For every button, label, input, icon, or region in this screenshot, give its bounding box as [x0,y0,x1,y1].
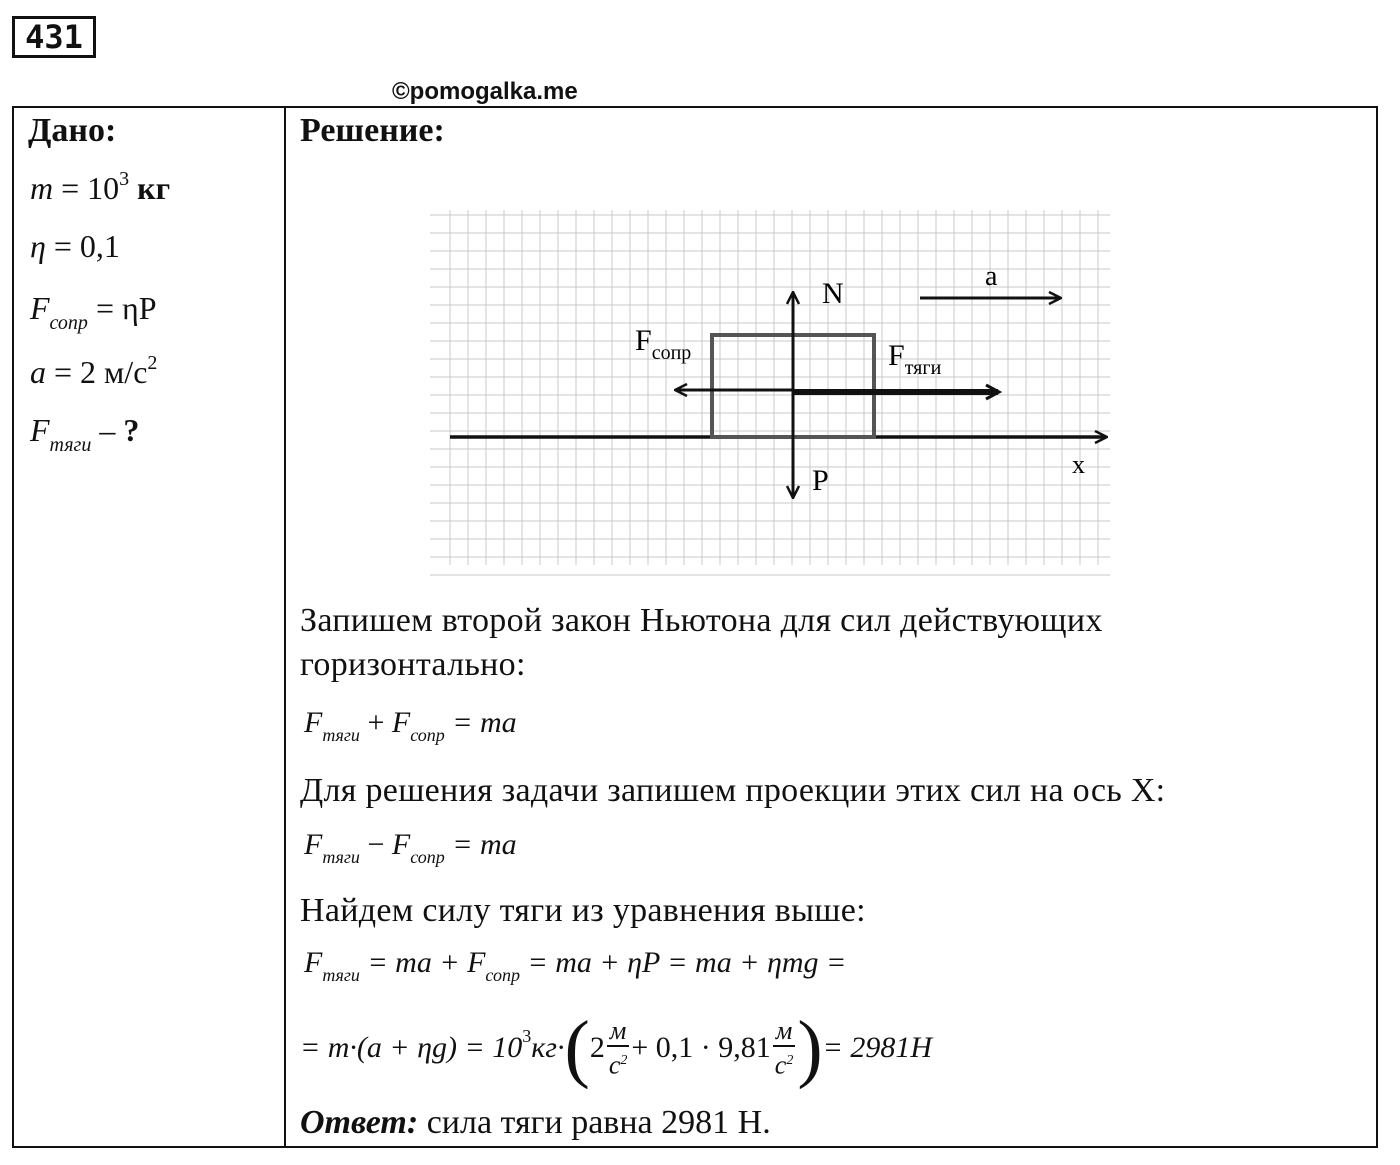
given-line: $F_{тяги}$ – ? [30,412,140,456]
answer [300,1104,771,1142]
fraction-unit-1: $\frac{м}{с^2}$ [608,1015,628,1080]
equation-result: = m·(a + ηg) = 10 3 кг· ( 2 $\frac{м}{с^2}$ + 0,1 · 9,81 $\frac{м}{с^2}$ ) = 2981H [300,1006,933,1090]
diagram-grid [430,210,1110,575]
given-line: $F_{сопр} = \eta P$ [30,290,157,334]
given-heading: Дано: [28,112,117,149]
column-divider [284,106,286,1148]
answer-text: сила тяги равна 2981 Н. [418,1104,771,1141]
label-f-tyagi: $F_{тяги}$ [888,339,942,379]
label-f-sopr: $F_{сопр}$ [635,324,692,364]
given-line: $m = 10^3$ кг [30,168,171,206]
right-paren: ) [797,1006,823,1090]
text-newton-line1: Запишем второй закон Ньютона для сил действующих [300,602,1103,639]
equation-projection: $F_{тяги} - F_{сопр}$ = ma [304,828,517,867]
label-n: N [822,277,844,310]
force-diagram [420,205,1120,590]
problem-number: 431 [12,16,96,58]
given-line: η = 0,1 [30,228,120,264]
label-a: a [985,261,998,292]
text-find-thrust: Найдем силу тяги из уравнения выше: [300,892,866,929]
equation-vector: $F_{тяги} + F_{сопр}$ = ma [304,706,517,745]
watermark: ©pomogalka.me [392,78,578,105]
fraction-unit-2: $\frac{м}{с^2}$ [774,1015,794,1080]
equation-expand: $F_{тяги}$ = ma + $F_{сопр}$ = ma + ηP = ma + ηmg = [304,946,847,985]
text-projection: Для решения задачи запишем проекции этих сил на ось X: [300,772,1166,809]
left-paren: ( [564,1006,590,1090]
answer-label: Ответ: [300,1104,419,1141]
label-p: P [812,464,829,497]
label-x: x [1072,450,1085,479]
given-line: a = 2 $м/с^2$ [30,352,158,390]
solution-heading: Решение: [300,112,445,149]
text-newton-line2: горизонтально: [300,646,526,683]
